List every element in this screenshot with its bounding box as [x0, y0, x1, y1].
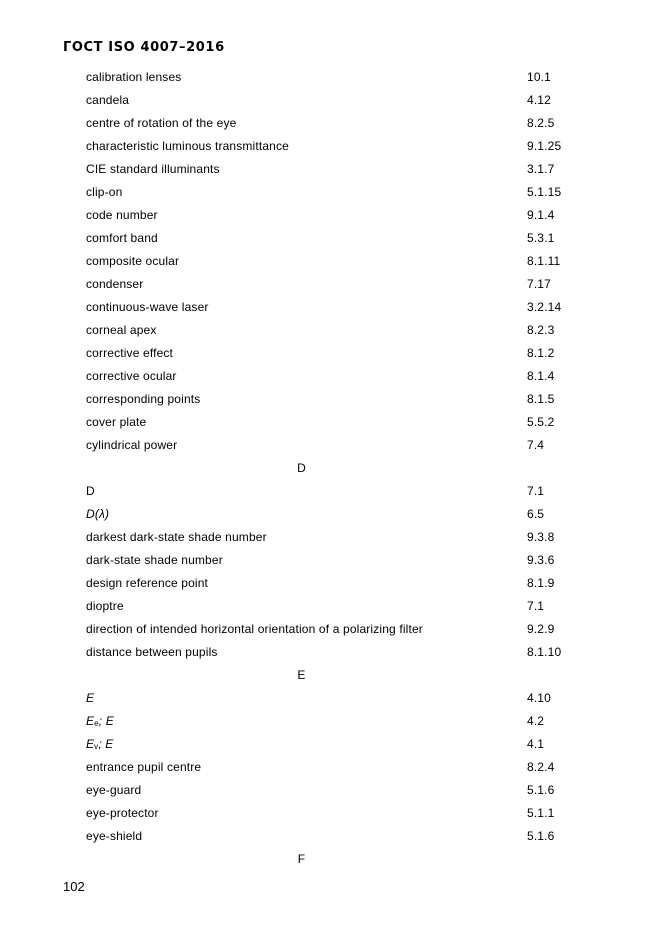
term-text: centre of rotation of the eye [86, 116, 237, 130]
index-reference: 3.2.14 [527, 300, 562, 314]
index-entry [0, 388, 661, 411]
index-reference: 9.2.9 [527, 622, 555, 636]
index-reference: 7.1 [527, 599, 545, 613]
index-entry [0, 158, 661, 181]
index-term [86, 779, 141, 802]
index-reference: 7.17 [527, 277, 551, 291]
index-term [86, 135, 289, 158]
index-letter-heading [0, 848, 661, 871]
index-reference: 5.1.6 [527, 783, 555, 797]
term-text: condenser [86, 277, 144, 291]
term-text: entrance pupil centre [86, 760, 202, 774]
index-entry [0, 342, 661, 365]
index-term [86, 365, 177, 388]
term-text: eye-protector [86, 806, 159, 820]
index-entry [0, 618, 661, 641]
index-reference: 5.1.1 [527, 806, 555, 820]
section-letter: D [297, 461, 306, 475]
index-reference: 9.3.6 [527, 553, 555, 567]
term-text: distance between pupils [86, 645, 218, 659]
index-entry [0, 480, 661, 503]
index-term [86, 296, 209, 319]
index-term [86, 802, 159, 825]
index-term [86, 112, 236, 135]
index-term [86, 595, 124, 618]
index-entry [0, 296, 661, 319]
index-reference: 8.1.4 [527, 369, 555, 383]
term-tail: ; E [98, 737, 114, 751]
section-letter: E [297, 668, 306, 682]
index-term [86, 733, 113, 758]
index-reference: 4.2 [527, 714, 545, 728]
index-entry [0, 319, 661, 342]
term-subscript: e [94, 719, 99, 728]
index-reference: 3.1.7 [527, 162, 555, 176]
index-entry [0, 710, 661, 733]
alphabetical-index [0, 66, 661, 871]
index-reference: 9.3.8 [527, 530, 555, 544]
index-reference: 7.1 [527, 484, 545, 498]
term-text: direction of intended horizontal orientation of a polarizing filter [86, 622, 423, 636]
term-text: characteristic luminous transmittance [86, 139, 289, 153]
term-tail: ; E [98, 714, 114, 728]
term-text: calibration lenses [86, 70, 182, 84]
term-text: E [86, 737, 95, 751]
term-text: dark-state shade number [86, 553, 223, 567]
index-reference: 5.1.15 [527, 185, 562, 199]
section-letter: F [297, 852, 306, 866]
index-reference: 8.1.9 [527, 576, 555, 590]
index-entry [0, 411, 661, 434]
index-entry [0, 135, 661, 158]
term-text: E [86, 714, 95, 728]
term-text: D(λ) [86, 507, 110, 521]
term-text: E [86, 691, 95, 705]
index-entry [0, 687, 661, 710]
term-text: design reference point [86, 576, 209, 590]
index-reference: 4.10 [527, 691, 551, 705]
term-text: corrective ocular [86, 369, 177, 383]
index-entry [0, 66, 661, 89]
index-term [86, 687, 94, 710]
index-term [86, 388, 200, 411]
index-entry [0, 273, 661, 296]
term-text: dioptre [86, 599, 124, 613]
index-letter-heading [0, 664, 661, 687]
index-entry [0, 181, 661, 204]
index-reference: 8.2.5 [527, 116, 555, 130]
index-reference: 5.1.6 [527, 829, 555, 843]
index-reference: 4.1 [527, 737, 545, 751]
index-reference: 6.5 [527, 507, 545, 521]
index-reference: 4.12 [527, 93, 551, 107]
index-entry [0, 733, 661, 756]
index-reference: 8.1.10 [527, 645, 562, 659]
index-entry [0, 434, 661, 457]
index-entry [0, 595, 661, 618]
index-entry [0, 779, 661, 802]
index-entry [0, 526, 661, 549]
term-text: comfort band [86, 231, 158, 245]
index-term [86, 158, 220, 181]
index-reference: 9.1.4 [527, 208, 555, 222]
index-entry [0, 503, 661, 526]
index-term [86, 756, 201, 779]
term-text: candela [86, 93, 130, 107]
index-term [86, 181, 122, 204]
index-term [86, 250, 179, 273]
index-entry [0, 227, 661, 250]
term-text: continuous-wave laser [86, 300, 209, 314]
index-reference: 5.3.1 [527, 231, 555, 245]
index-reference: 8.1.11 [527, 254, 561, 268]
index-term [86, 89, 129, 112]
term-text: cylindrical power [86, 438, 178, 452]
index-entry [0, 365, 661, 388]
index-term [86, 572, 208, 595]
index-entry [0, 89, 661, 112]
index-term [86, 411, 146, 434]
index-reference: 7.4 [527, 438, 545, 452]
index-reference: 5.5.2 [527, 415, 555, 429]
page-number: 102 [63, 879, 85, 894]
index-term [86, 549, 223, 572]
term-text: D [86, 484, 95, 498]
index-term [86, 273, 143, 296]
index-term [86, 825, 142, 848]
term-text: cover plate [86, 415, 147, 429]
index-reference: 8.2.4 [527, 760, 555, 774]
index-entry [0, 802, 661, 825]
term-subscript: v [94, 742, 99, 751]
index-entry [0, 756, 661, 779]
index-reference: 8.1.2 [527, 346, 555, 360]
term-text: composite ocular [86, 254, 180, 268]
term-text: corrective effect [86, 346, 174, 360]
term-text: code number [86, 208, 158, 222]
document-header: ГОСТ ISO 4007–2016 [63, 40, 225, 55]
term-text: corneal apex [86, 323, 157, 337]
term-text: clip-on [86, 185, 123, 199]
index-term [86, 227, 158, 250]
index-term [86, 641, 218, 664]
index-term [86, 480, 95, 503]
term-text: CIE standard illuminants [86, 162, 220, 176]
index-term [86, 319, 157, 342]
index-term [86, 342, 173, 365]
index-term [86, 434, 177, 457]
index-reference: 8.1.5 [527, 392, 555, 406]
index-reference: 9.1.25 [527, 139, 562, 153]
index-term [86, 66, 181, 89]
index-entry [0, 204, 661, 227]
index-letter-heading [0, 457, 661, 480]
index-entry [0, 250, 661, 273]
index-reference: 8.2.3 [527, 323, 555, 337]
index-term [86, 204, 158, 227]
index-entry [0, 641, 661, 664]
index-term [86, 503, 109, 526]
index-term [86, 710, 114, 735]
term-text: eye-shield [86, 829, 143, 843]
term-text: corresponding points [86, 392, 201, 406]
index-term [86, 618, 423, 641]
index-entry [0, 112, 661, 135]
index-entry [0, 549, 661, 572]
term-text: darkest dark-state shade number [86, 530, 267, 544]
term-text: eye-guard [86, 783, 142, 797]
index-term [86, 526, 267, 549]
index-reference: 10.1 [527, 70, 551, 84]
index-entry [0, 825, 661, 848]
index-entry [0, 572, 661, 595]
